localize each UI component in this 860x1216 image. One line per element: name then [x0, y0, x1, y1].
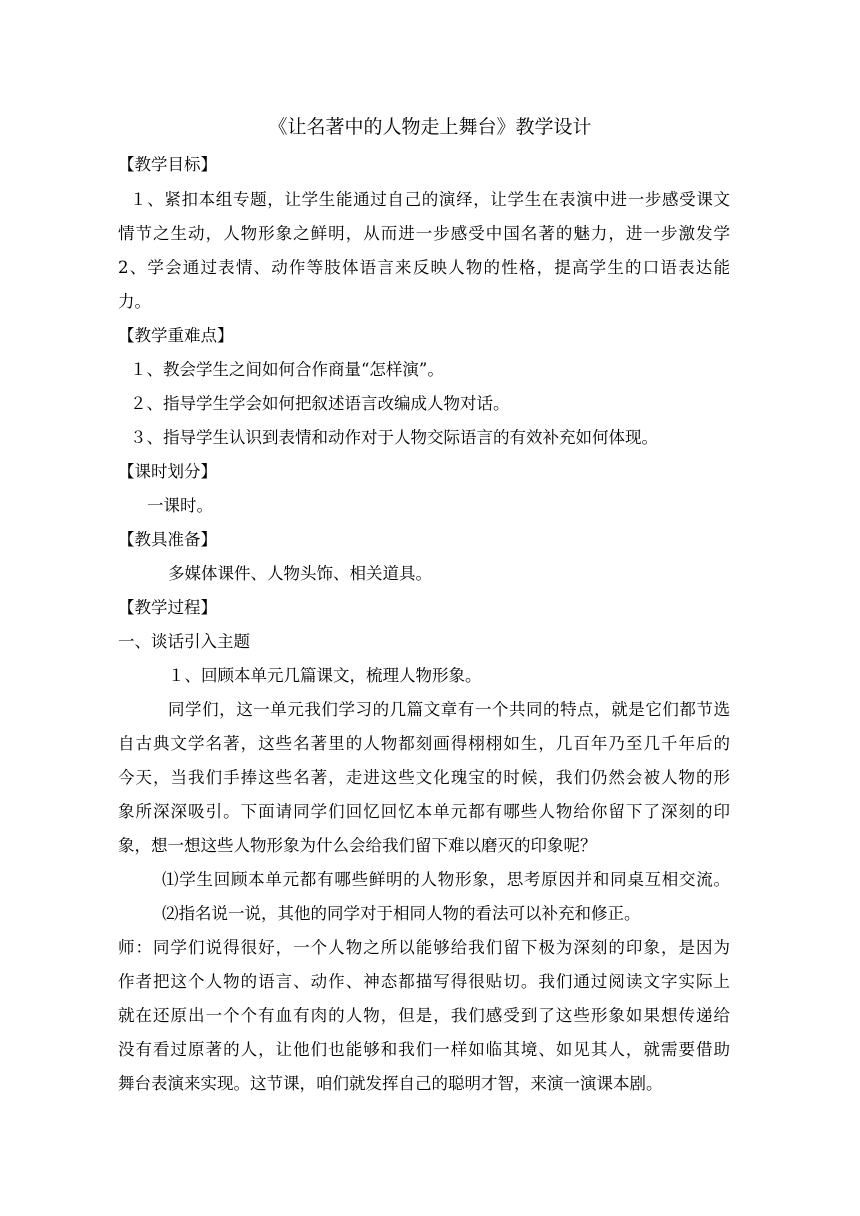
document-title: 《让名著中的人物走上舞台》教学设计 [268, 116, 592, 138]
key-point-1: １、教会学生之间如何合作商量“怎样演”。 [130, 360, 444, 379]
sub-item-2: ⑵指名说一说，其他的同学对于相同人物的看法可以补充和修正。 [162, 904, 641, 923]
para2-line-3: 就在还原出一个个有血有肉的人物，但是，我们感受到了这些形象如果想传递给 [118, 1006, 730, 1025]
para1-line-1: 同学们，这一单元我们学习的几篇文章有一个共同的特点，就是它们都节选 [168, 700, 730, 719]
sub-item-1: ⑴学生回顾本单元都有哪些鲜明的人物形象，思考原因并和同桌互相交流。 [162, 870, 730, 889]
heading-teaching-goals: 【教学目标】 [118, 155, 217, 174]
section-1-title: 一、谈话引入主题 [118, 632, 250, 651]
tools-text: 多媒体课件、人物头饰、相关道具。 [168, 564, 432, 583]
heading-process: 【教学过程】 [118, 598, 217, 617]
para2-line-2: 作者把这个人物的语言、动作、神态都描写得很贴切。我们通过阅读文字实际上 [118, 972, 730, 991]
goal-line-4: 力。 [118, 292, 151, 311]
para1-line-5: 象，想一想这些人物形象为什么会给我们留下难以磨灭的印象呢？ [118, 836, 597, 855]
heading-tools: 【教具准备】 [118, 530, 217, 549]
para2-line-4: 没有看过原著的人，让他们也能够和我们一样如临其境、如见其人，就需要借助 [118, 1040, 730, 1059]
key-point-2: ２、指导学生学会如何把叙述语言改编成人物对话。 [130, 394, 510, 413]
heading-key-points: 【教学重难点】 [118, 326, 234, 345]
goal-line-1: １、紧扣本组专题，让学生能通过自己的演绎，让学生在表演中进一步感受课文 [130, 190, 730, 209]
step-1: １、回顾本单元几篇课文，梳理人物形象。 [168, 666, 482, 685]
para2-line-1: 师：同学们说得很好，一个人物之所以能够给我们留下极为深刻的印象，是因为 [118, 938, 730, 957]
heading-schedule: 【课时划分】 [118, 462, 217, 481]
para1-line-2: 自古典文学名著，这些名著里的人物都刻画得栩栩如生，几百年乃至几千年后的 [118, 734, 730, 753]
key-point-3: ３、指导学生认识到表情和动作对于人物交际语言的有效补充如何体现。 [130, 428, 658, 447]
goal-line-3: 2、学会通过表情、动作等肢体语言来反映人物的性格，提高学生的口语表达能 [118, 258, 730, 277]
schedule-text: 一课时。 [147, 496, 213, 515]
para2-line-5: 舞台表演来实现。这节课，咱们就发挥自己的聪明才智，来演一演课本剧。 [118, 1074, 663, 1093]
para1-line-4: 象所深深吸引。下面请同学们回忆回忆本单元都有哪些人物给你留下了深刻的印 [118, 802, 730, 821]
goal-line-2: 情节之生动，人物形象之鲜明，从而进一步感受中国名著的魅力，进一步激发学 [118, 224, 730, 243]
para1-line-3: 今天，当我们手捧这些名著，走进这些文化瑰宝的时候，我们仍然会被人物的形 [118, 768, 730, 787]
